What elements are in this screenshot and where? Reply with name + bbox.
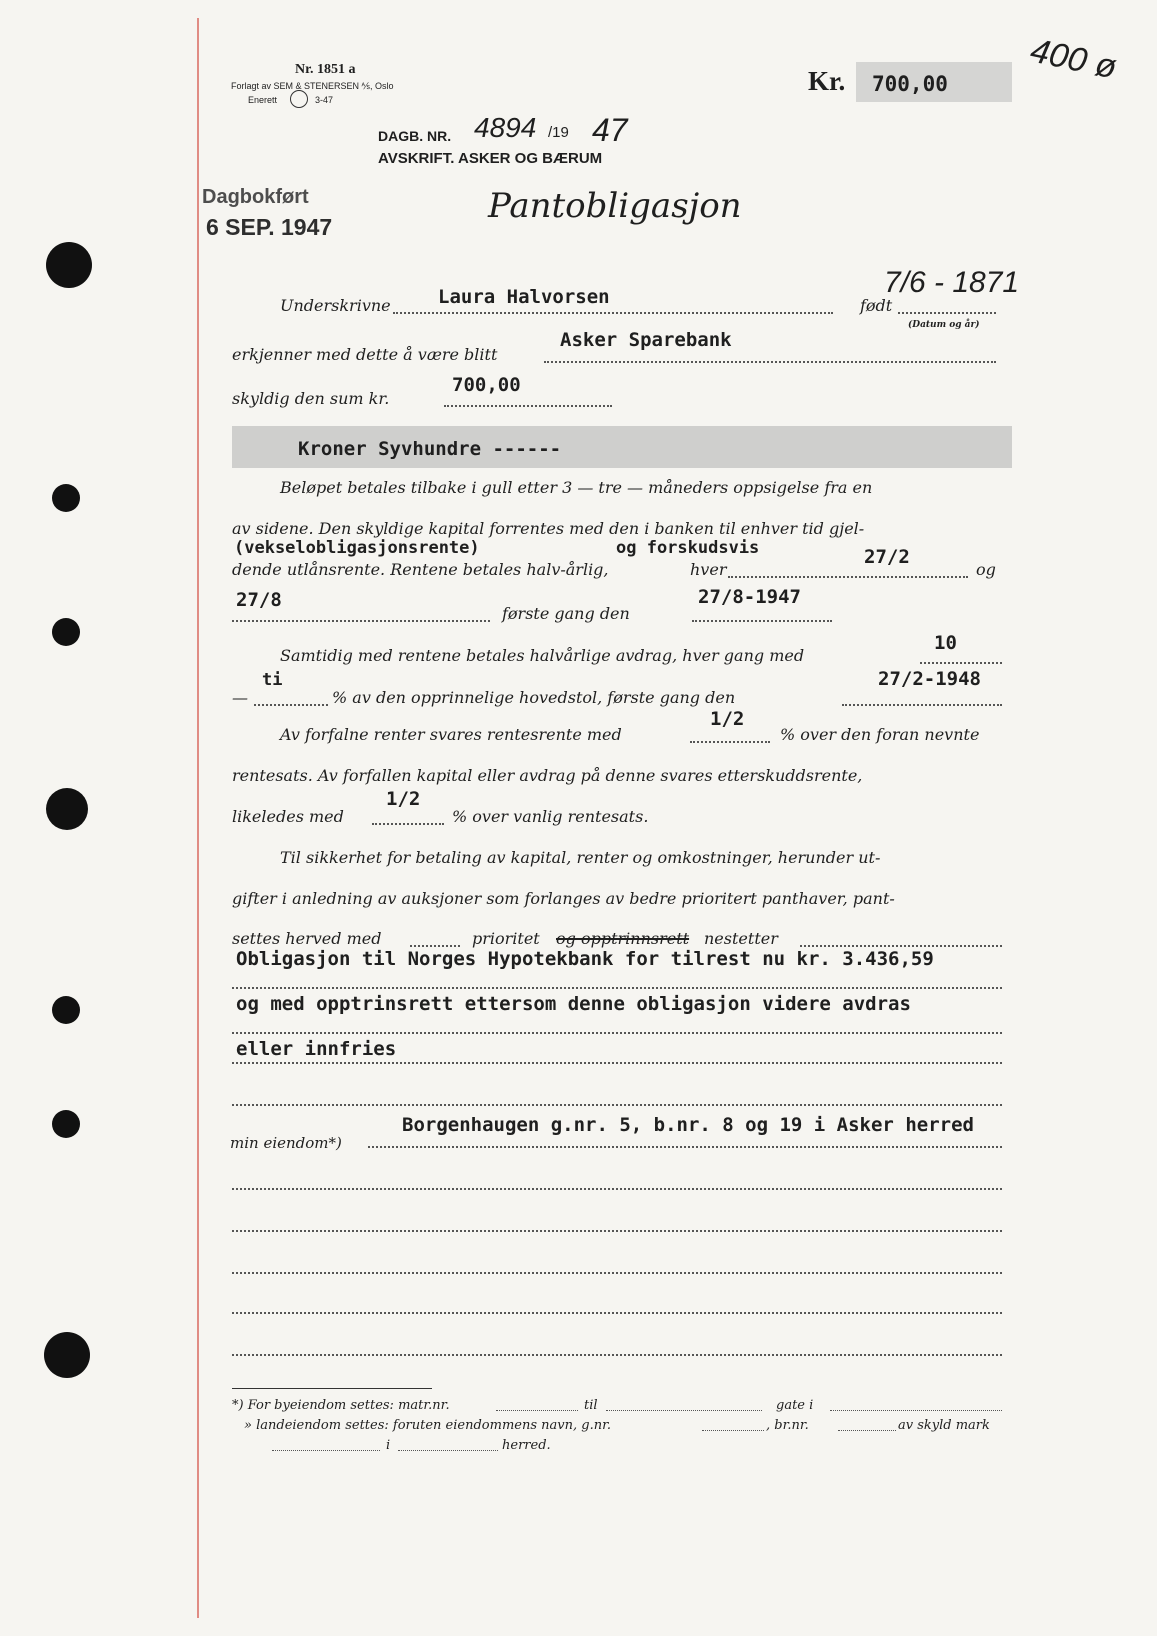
fodt-label: født — [860, 296, 893, 315]
dotted-line — [800, 945, 1002, 947]
body-line: gifter i anledning av auksjoner som forlanges av bedre prioritert panthaver, pant- — [232, 889, 895, 908]
typed-half2: 1/2 — [386, 788, 421, 810]
dotted-line — [398, 1450, 498, 1451]
punch-hole — [52, 618, 80, 646]
footnote-line: til — [584, 1398, 598, 1413]
datum-note: (Datum og år) — [908, 320, 980, 330]
punch-hole — [52, 996, 80, 1024]
dotted-line — [830, 1410, 1002, 1411]
form-number: Nr. 1851 a — [295, 62, 356, 77]
struck-opptrinnsrett: og opptrinnsrett — [556, 929, 690, 948]
dotted-line — [368, 1146, 1002, 1148]
body-line: Av forfalne renter svares rentesrente med — [280, 725, 622, 744]
kr-label: Kr. — [808, 66, 846, 96]
dotted-line — [232, 1354, 1002, 1356]
publisher-enerett: Enerett — [248, 95, 278, 105]
body-line: — — [232, 688, 248, 707]
dotted-line — [272, 1450, 380, 1451]
dagbokfort-stamp: Dagbokført — [202, 186, 309, 208]
dotted-line — [690, 741, 770, 743]
dagb-year-prefix: /19 — [548, 124, 569, 141]
dotted-line — [232, 1230, 1002, 1232]
footnote-line: » landeiendom settes: foruten eiendommens navn, g.nr. — [244, 1418, 611, 1433]
dotted-line — [232, 620, 490, 622]
kroner-words: Kroner Syvhundre ------ — [298, 438, 562, 460]
body-line: Samtidig med rentene betales halvårlige avdrag, hver gang med — [280, 646, 805, 665]
footnote-line: herred. — [502, 1438, 551, 1453]
fodt-value: 7/6 - 1871 — [884, 266, 1020, 299]
punch-hole — [44, 1332, 90, 1378]
dagb-year: 47 — [592, 112, 628, 148]
body-line: % av den opprinnelige hovedstol, første gang den — [332, 688, 736, 707]
red-margin-line — [197, 18, 199, 1618]
typed-first-avdrag: 27/2-1948 — [878, 668, 981, 690]
body-line: prioritet — [472, 929, 540, 948]
publisher-line: Forlagt av SEM & STENERSEN ⅍, Oslo — [231, 81, 394, 91]
body-line: hver — [690, 560, 727, 579]
corner-note: 400 ø — [1027, 31, 1121, 87]
dotted-line — [232, 1272, 1002, 1274]
typed-rente: (vekselobligasjonsrente) — [234, 538, 480, 558]
body-line: % over vanlig rentesats. — [452, 807, 649, 826]
punch-hole — [46, 788, 88, 830]
punch-hole — [52, 1110, 80, 1138]
body-line: rentesats. Av forfallen kapital eller avdrag på denne svares etterskuddsrente, — [232, 766, 863, 785]
body-line: dende utlånsrente. Rentene betales halv-årlig, — [232, 560, 609, 579]
erkjenner-value: Asker Sparebank — [560, 329, 732, 351]
footnote-line: i — [386, 1438, 391, 1453]
typed-eiendom: Borgenhaugen g.nr. 5, b.nr. 8 og 19 i Asker herred — [402, 1114, 974, 1136]
dotted-line — [232, 1104, 1002, 1106]
erkjenner-label: erkjenner med dette å være blitt — [232, 345, 498, 364]
dotted-line — [232, 1032, 1002, 1034]
typed-ten: 10 — [934, 632, 957, 654]
dotted-line — [410, 945, 460, 947]
avskrift-stamp: AVSKRIFT. ASKER OG BÆRUM — [378, 150, 603, 167]
footnote-line: *) For byeiendom settes: matr.nr. — [232, 1398, 450, 1413]
footnote-line: av skyld mark — [898, 1418, 990, 1433]
underskrivne-line — [393, 312, 833, 314]
dotted-line — [496, 1410, 578, 1411]
erkjenner-line — [544, 361, 996, 363]
dagb-number: 4894 — [474, 112, 537, 143]
body-line: Beløpet betales tilbake i gull etter 3 — tre — måneders oppsigelse fra en — [280, 478, 873, 497]
dagb-label: DAGB. NR. — [378, 128, 452, 144]
skyldig-line — [444, 405, 612, 407]
typed-obligasjon: Obligasjon til Norges Hypotekbank for tilrest nu kr. 3.436,59 — [236, 948, 934, 970]
dotted-line — [232, 1062, 1002, 1064]
typed-first: 27/8-1947 — [698, 586, 801, 608]
dotted-line — [372, 823, 444, 825]
footnote-line: , br.nr. — [766, 1418, 809, 1433]
punch-hole — [46, 242, 92, 288]
skyldig-value: 700,00 — [452, 374, 521, 396]
dotted-line — [838, 1430, 896, 1431]
typed-date1: 27/2 — [864, 546, 910, 568]
typed-date2: 27/8 — [236, 589, 282, 611]
body-line: likeledes med — [232, 807, 344, 826]
kr-amount: 700,00 — [872, 72, 948, 96]
forste-label: første gang den — [502, 604, 630, 623]
typed-forskudd: og forskudsvis — [616, 538, 760, 558]
underskrivne-label: Underskrivne — [280, 296, 391, 315]
body-line: av sidene. Den skyldige kapital forrentes med den i banken til enhver tid gjel- — [232, 519, 865, 538]
fodt-line — [898, 312, 996, 314]
body-line: settes herved med — [232, 929, 382, 948]
dotted-line — [692, 620, 832, 622]
typed-obligasjon: og med opptrinsrett ettersom denne obligasjon videre avdras — [236, 993, 911, 1015]
footnote-line: gate i — [776, 1398, 814, 1413]
underskrivne-value: Laura Halvorsen — [438, 286, 610, 308]
body-line: nestetter — [704, 929, 778, 948]
body-line: Til sikkerhet for betaling av kapital, renter og omkostninger, herunder ut- — [280, 848, 881, 867]
dotted-line — [842, 704, 1002, 706]
dotted-line — [232, 987, 1002, 989]
dotted-line — [232, 1188, 1002, 1190]
dagbokfort-date: 6 SEP. 1947 — [206, 214, 333, 240]
footnote-rule — [232, 1388, 432, 1389]
publisher-code: 3-47 — [315, 95, 334, 105]
skyldig-label: skyldig den sum kr. — [232, 389, 390, 408]
body-line: og — [976, 560, 996, 579]
punch-hole — [52, 484, 80, 512]
typed-half1: 1/2 — [710, 708, 745, 730]
typed-ti: ti — [262, 670, 283, 690]
page-title: Pantobligasjon — [488, 186, 742, 226]
eiendom-label: min eiendom*) — [230, 1134, 342, 1152]
body-line: % over den foran nevnte — [780, 725, 980, 744]
dotted-line — [920, 662, 1002, 664]
publisher-logo — [290, 90, 308, 108]
dotted-line — [232, 1312, 1002, 1314]
typed-obligasjon: eller innfries — [236, 1038, 397, 1060]
dotted-line — [728, 576, 968, 578]
dotted-line — [606, 1410, 762, 1411]
dotted-line — [254, 704, 328, 706]
dotted-line — [702, 1430, 764, 1431]
